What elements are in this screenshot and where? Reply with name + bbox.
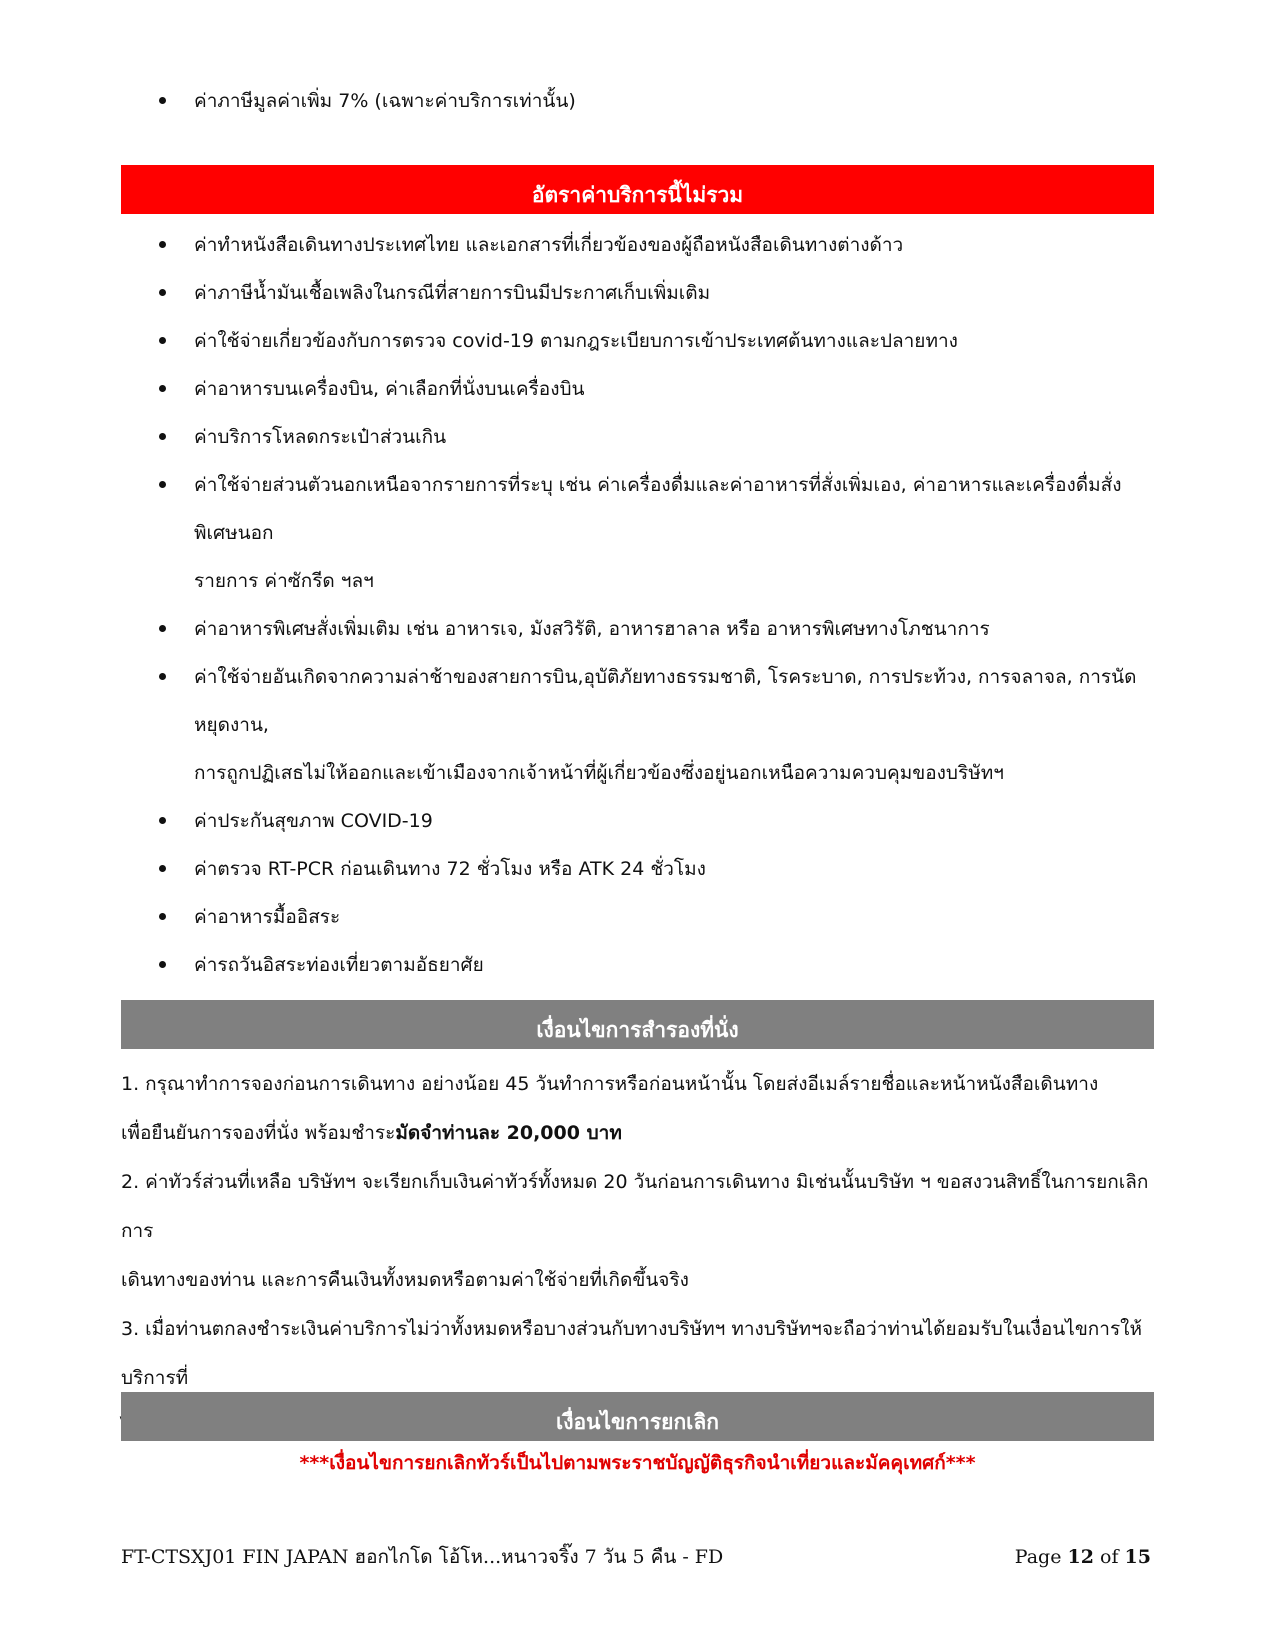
section-heading-booking: เงื่อนไขการสำรองที่นั่ง: [121, 1000, 1154, 1049]
bullet-icon: [159, 961, 166, 968]
bullet-icon: [159, 673, 166, 680]
section-heading-excluded: อัตราค่าบริการนี้ไม่รวม: [121, 165, 1154, 214]
list-item: ค่าใช้จ่ายส่วนตัวนอกเหนือจากรายการที่ระบุ เช่น ค่าเครื่องดื่มและค่าอาหารที่สั่งเพิ่มเอง, ค่าอาหารและเครื่องดื่มสั่งพิเศษนอก: [150, 461, 1150, 557]
list-item-continuation: การถูกปฏิเสธไม่ให้ออกและเข้าเมืองจากเจ้าหน้าที่ผู้เกี่ยวข้องซึ่งอยู่นอกเหนือความควบคุมของบริษัทฯ: [194, 762, 1004, 784]
footer-document-title: FT-CTSXJ01 FIN JAPAN ฮอกไกโด โอ้โห...หนาวจริ๊ง 7 วัน 5 คืน - FD: [121, 1546, 724, 1568]
section-heading-cancellation: เงื่อนไขการยกเลิก: [121, 1392, 1154, 1441]
bullet-icon: [159, 913, 166, 920]
list-item: ค่าภาษีมูลค่าเพิ่ม 7% (เฉพาะค่าบริการเท่านั้น): [150, 77, 1150, 125]
list-item: ค่าทำหนังสือเดินทางประเทศไทย และเอกสารที่เกี่ยวข้องของผู้ถือหนังสือเดินทางต่างด้าว: [150, 221, 1150, 269]
bullet-icon: [159, 481, 166, 488]
bullet-icon: [159, 385, 166, 392]
bullet-icon: [159, 817, 166, 824]
list-item: ค่าภาษีน้ำมันเชื้อเพลิงในกรณีที่สายการบินมีประกาศเก็บเพิ่มเติม: [150, 269, 1150, 317]
bullet-icon: [159, 289, 166, 296]
list-item: ค่าอาหารบนเครื่องบิน, ค่าเลือกที่นั่งบนเครื่องบิน: [150, 365, 1150, 413]
booking-line-3: 2. ค่าทัวร์ส่วนที่เหลือ บริษัทฯ จะเรียกเก็บเงินค่าทัวร์ทั้งหมด 20 วันก่อนการเดินทาง มิเช่นนั้นบริษัท ฯ ขอสงวนสิทธิ์ในการยกเลิกการ: [121, 1171, 1149, 1242]
booking-line-2: เพื่อยืนยันการจองที่นั่ง พร้อมชำระมัดจำท่านละ 20,000 บาท: [121, 1122, 622, 1144]
bullet-icon: [159, 433, 166, 440]
booking-line-5: 3. เมื่อท่านตกลงชำระเงินค่าบริการไม่ว่าทั้งหมดหรือบางส่วนกับทางบริษัทฯ ทางบริษัทฯจะถือว่าท่านได้ยอมรับในเงื่อนไขการให้บริการที่: [121, 1318, 1142, 1389]
list-item: ค่าประกันสุขภาพ COVID-19: [150, 797, 1150, 845]
bullet-icon: [159, 865, 166, 872]
list-item: ค่าใช้จ่ายเกี่ยวข้องกับการตรวจ covid-19 ตามกฎระเบียบการเข้าประเทศต้นทางและปลายทาง: [150, 317, 1150, 365]
bullet-icon: [159, 241, 166, 248]
bullet-icon: [159, 97, 166, 104]
excluded-list: [150, 221, 1150, 1037]
booking-line-4: เดินทางของท่าน และการคืนเงินทั้งหมดหรือตามค่าใช้จ่ายที่เกิดขึ้นจริง: [121, 1269, 689, 1291]
list-item: ค่าอาหารพิเศษสั่งเพิ่มเติม เช่น อาหารเจ, มังสวิรัติ, อาหารฮาลาล หรือ อาหารพิเศษทางโภชนาการ: [150, 605, 1150, 653]
list-item: ค่าอาหารมื้ออิสระ: [150, 893, 1150, 941]
cancellation-note: ***เงื่อนไขการยกเลิกทัวร์เป็นไปตามพระราชบัญญัติธุรกิจนำเที่ยวและมัคคุเทศก์***: [299, 1452, 976, 1474]
list-item: ค่าใช้จ่ายอันเกิดจากความล่าช้าของสายการบิน,อุบัติภัยทางธรรมชาติ, โรคระบาด, การประท้วง, การจลาจล, การนัดหยุดงาน,: [150, 653, 1150, 749]
list-item-continuation: รายการ ค่าซักรีด ฯลฯ: [194, 570, 374, 592]
deposit-amount: มัดจำท่านละ 20,000 บาท: [395, 1122, 622, 1144]
list-item: ค่าตรวจ RT-PCR ก่อนเดินทาง 72 ชั่วโมง หรือ ATK 24 ชั่วโมง: [150, 845, 1150, 893]
top-bullet-list: [150, 77, 1150, 125]
bullet-icon: [159, 625, 166, 632]
list-item: ค่าบริการโหลดกระเป๋าส่วนเกิน: [150, 413, 1150, 461]
booking-line-1: 1. กรุณาทำการจองก่อนการเดินทาง อย่างน้อย 45 วันทำการหรือก่อนหน้านั้น โดยส่งอีเมล์รายชื่อและหน้าหนังสือเดินทาง: [121, 1073, 1099, 1095]
list-item: ค่ารถวันอิสระท่องเที่ยวตามอัธยาศัย: [150, 941, 1150, 989]
footer-page-number: Page 12 of 15: [1014, 1546, 1151, 1568]
bullet-icon: [159, 337, 166, 344]
